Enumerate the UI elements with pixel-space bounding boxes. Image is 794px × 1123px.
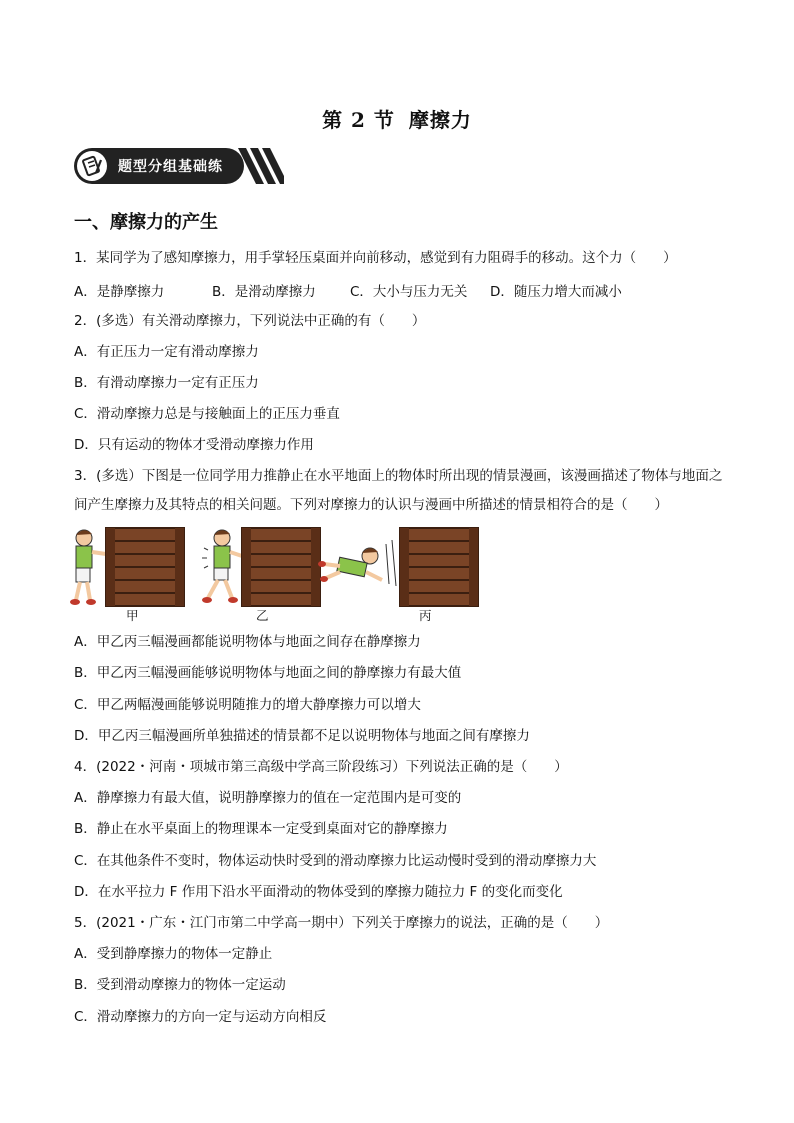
option[interactable]: C．甲乙两幅漫画能够说明随推力的增大静摩擦力可以增大 [74, 697, 421, 713]
option[interactable]: B．受到滑动摩擦力的物体一定运动 [74, 977, 286, 993]
option[interactable]: B．静止在水平桌面上的物理课本一定受到桌面对它的静摩擦力 [74, 821, 448, 837]
book-pen-icon [77, 151, 107, 181]
practice-banner [74, 148, 284, 184]
option[interactable]: A．是静摩擦力 [74, 284, 165, 300]
option[interactable]: D．随压力增大而减小 [490, 284, 622, 300]
boy-falling-figure [318, 548, 382, 582]
option[interactable]: C．在其他条件不变时，物体运动快时受到的滑动摩擦力比运动慢时受到的滑动摩擦力大 [74, 853, 597, 869]
option[interactable]: D．只有运动的物体才受滑动摩擦力作用 [74, 437, 314, 453]
option[interactable]: D．在水平拉力 F 作用下沿水平面滑动的物体受到的摩擦力随拉力 F 的变化而变化 [74, 884, 563, 900]
option[interactable]: D．甲乙丙三幅漫画所单独描述的情景都不足以说明物体与地面之间有摩擦力 [74, 728, 530, 744]
section-heading: 一、摩擦力的产生 [74, 212, 218, 233]
question-3-stem: 3．(多选）下图是一位同学用力推静止在水平地面上的物体时所出现的情景漫画，该漫画描述了物体与地面之间产生摩擦力及其特点的相关问题。下列对摩擦力的认识与漫画中所描述的情景相符合的是（ ） [74, 468, 723, 513]
banner-stripes [234, 148, 284, 184]
banner-label: 题型分组基础练 [118, 159, 223, 175]
section-number: 第 2 节 [322, 108, 395, 132]
option[interactable]: B．是滑动摩擦力 [212, 284, 316, 300]
option[interactable]: C．滑动摩擦力总是与接触面上的正压力垂直 [74, 406, 340, 422]
question-1-options [74, 280, 622, 300]
section-name: 摩擦力 [408, 108, 472, 132]
caption-bing: 丙 [419, 608, 432, 623]
crate [106, 528, 184, 606]
option[interactable]: C．滑动摩擦力的方向一定与运动方向相反 [74, 1009, 327, 1025]
crate [400, 528, 478, 606]
motion-lines-icon [386, 540, 396, 586]
question-1-stem: 1．某同学为了感知摩擦力，用手掌轻压桌面并向前移动，感觉到有力阻碍手的移动。这个力（ ） [74, 250, 677, 266]
crate [242, 528, 320, 606]
question-4-stem: 4．(2022・河南・项城市第三高级中学高三阶段练习）下列说法正确的是（ ） [74, 759, 568, 775]
option[interactable]: C．大小与压力无关 [350, 284, 468, 300]
boy-pushing-harder-figure [202, 530, 242, 603]
option[interactable]: B．有滑动摩擦力一定有正压力 [74, 375, 259, 391]
option[interactable]: B．甲乙丙三幅漫画能够说明物体与地面之间的静摩擦力有最大值 [74, 665, 462, 681]
boy-pushing-figure [70, 530, 106, 605]
option[interactable]: A．甲乙丙三幅漫画都能说明物体与地面之间存在静摩擦力 [74, 634, 421, 650]
question-2-stem: 2．(多选）有关滑动摩擦力，下列说法中正确的有（ ） [74, 313, 426, 329]
page-title [0, 104, 794, 133]
option[interactable]: A．静摩擦力有最大值，说明静摩擦力的值在一定范围内是可变的 [74, 790, 462, 806]
caption-yi: 乙 [256, 608, 269, 623]
option[interactable]: A．受到静摩擦力的物体一定静止 [74, 946, 273, 962]
question-5-stem: 5．(2021・广东・江门市第二中学高一期中）下列关于摩擦力的说法，正确的是（ ） [74, 915, 609, 931]
option[interactable]: A．有正压力一定有滑动摩擦力 [74, 344, 259, 360]
caption-jia: 甲 [126, 608, 139, 623]
